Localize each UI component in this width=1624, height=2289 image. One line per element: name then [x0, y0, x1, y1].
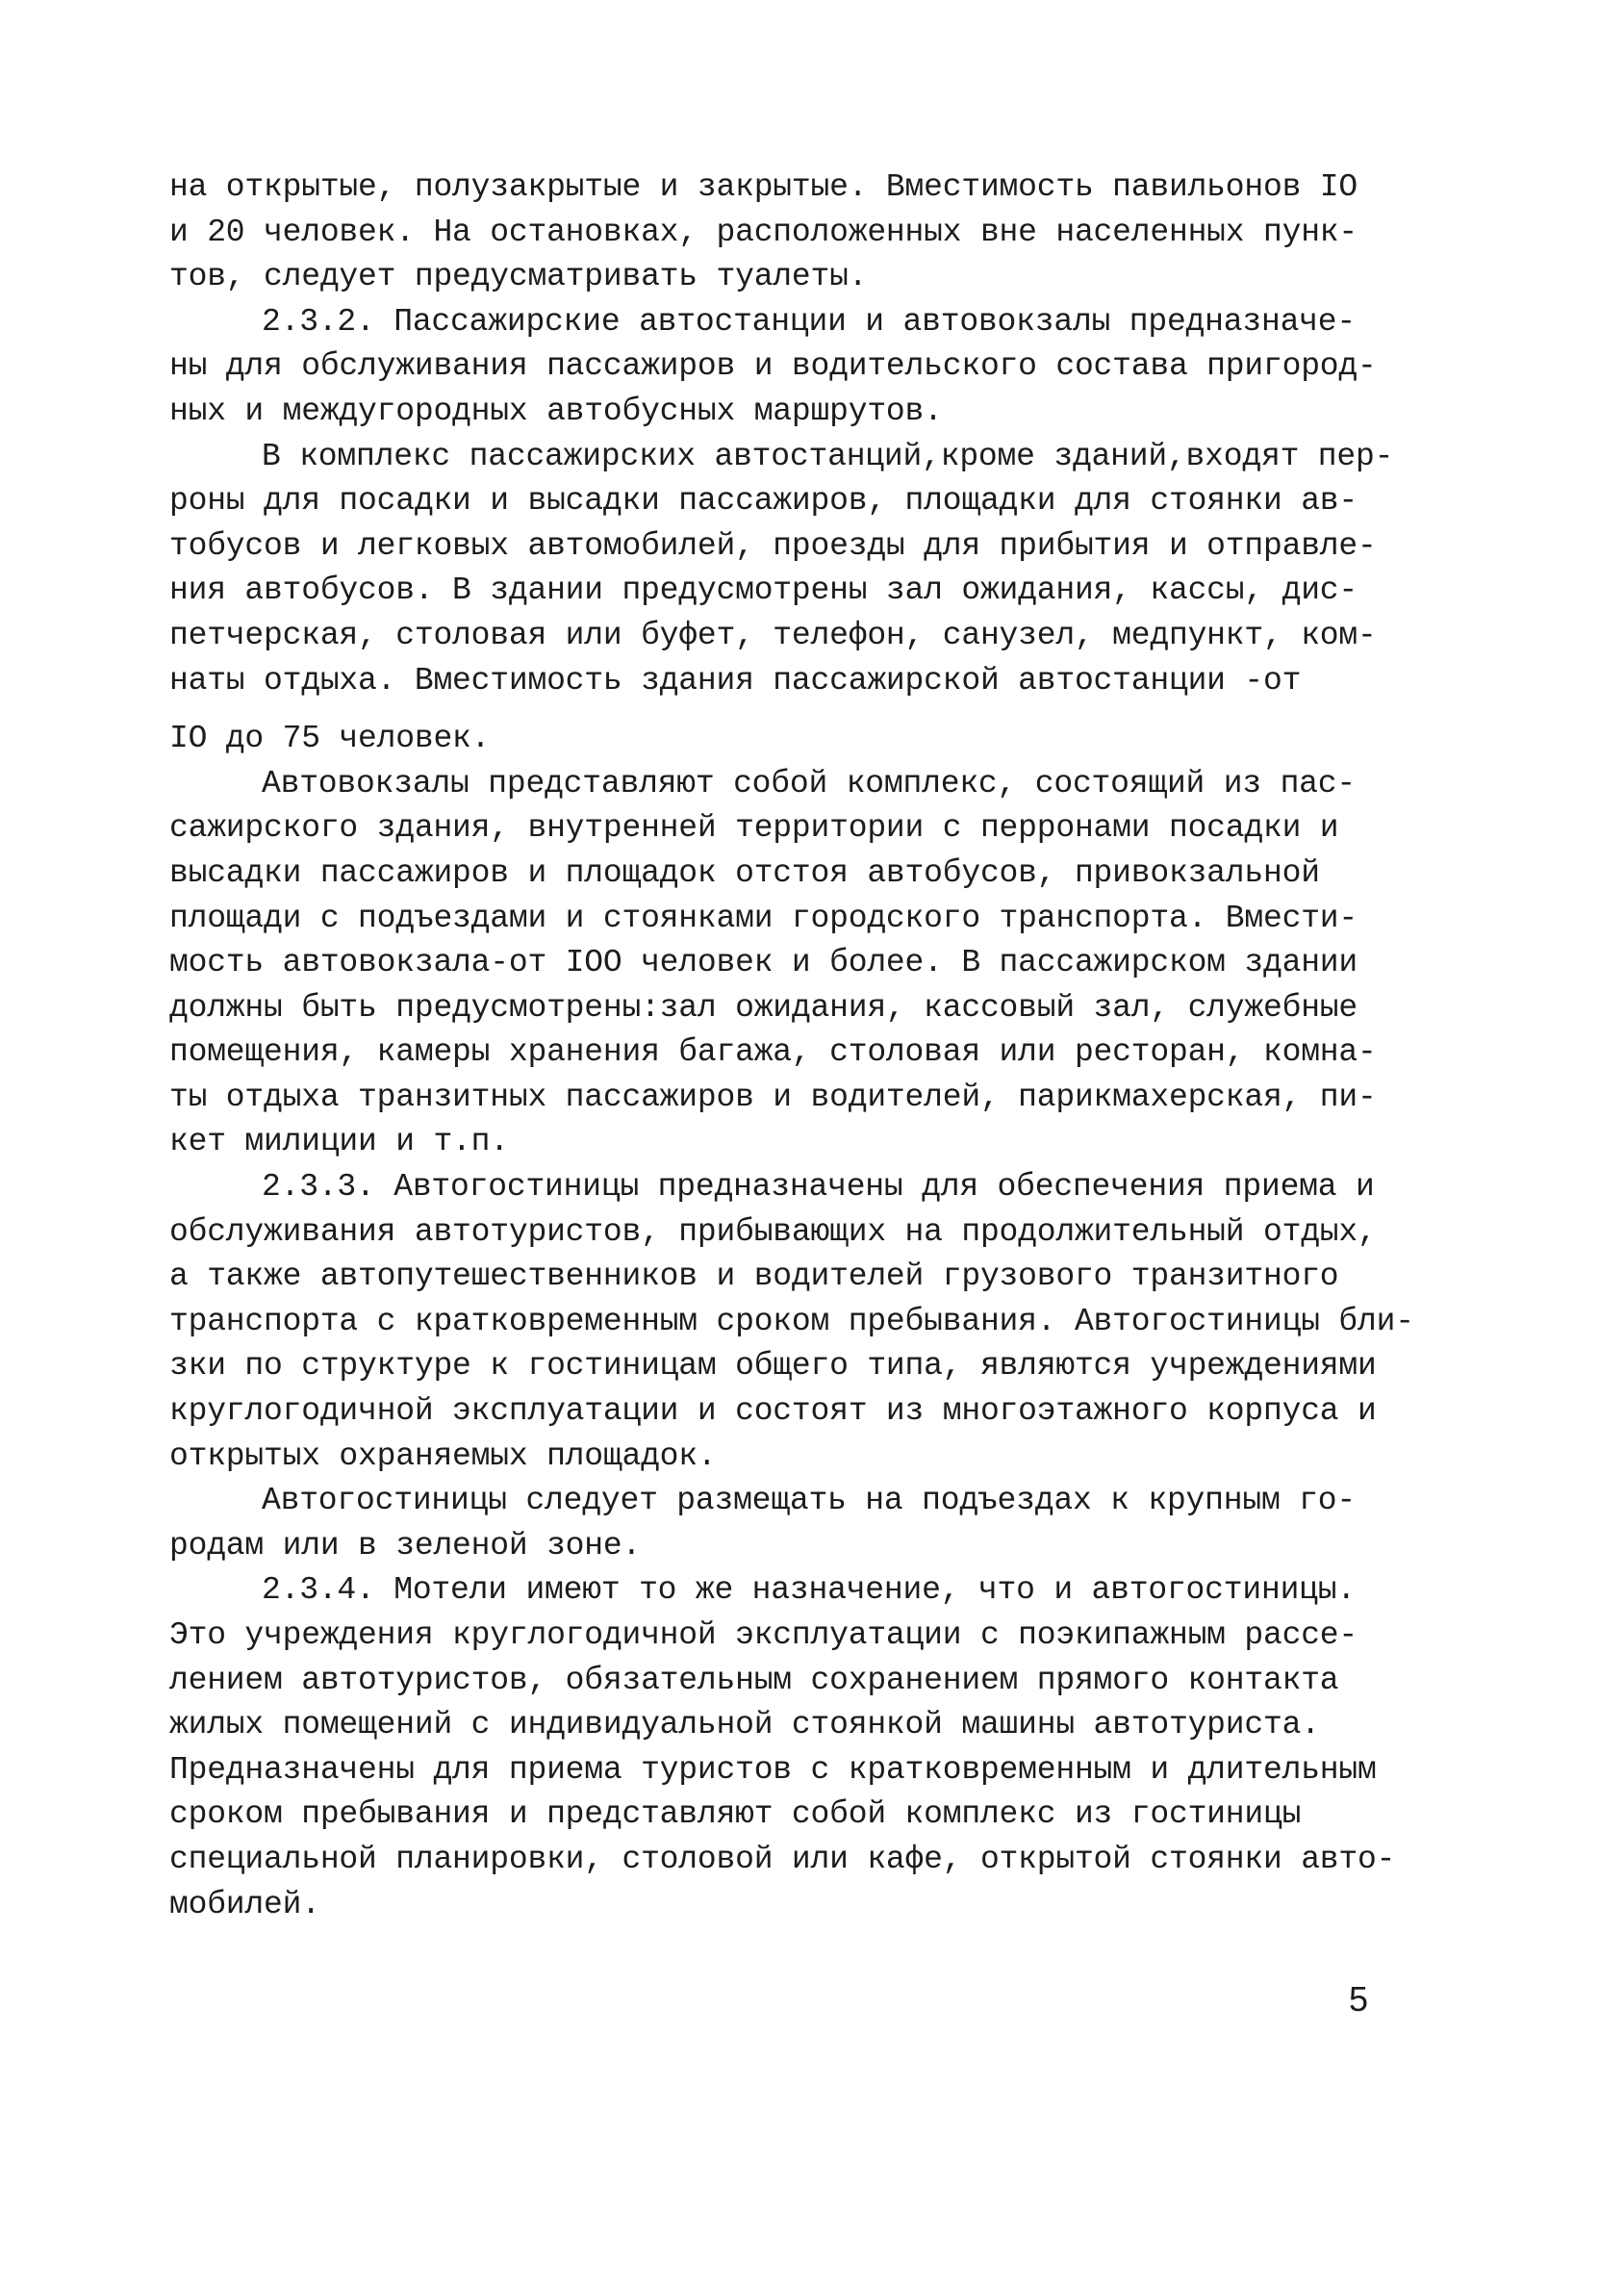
paragraph-first-line: В комплекс пассажирских автостанций,кроме зданий,входят пер-: [262, 438, 1394, 474]
text-line: открытых охраняемых площадок.: [169, 1437, 717, 1474]
text-line: тобусов и легковых автомобилей, проезды для прибытия и отправле-: [169, 527, 1377, 564]
text-line: а также автопутешественников и водителей грузового транзитного: [169, 1259, 1339, 1295]
text-line: высадки пассажиров и площадок отстоя автобусов, привокзальной: [169, 854, 1320, 891]
text-line: жилых помещений с индивидуальной стоянкой машины автотуриста.: [169, 1707, 1320, 1743]
text-line: ты отдыха транзитных пассажиров и водителей, парикмахерская, пи-: [169, 1079, 1377, 1115]
text-line: площади с подъездами и стоянками городского транспорта. Вмести-: [169, 900, 1358, 936]
page-number: 5: [1349, 1979, 1369, 2019]
text-line: Это учреждения круглогодичной эксплуатации с поэкипажным рассе-: [169, 1617, 1358, 1653]
text-line: на открытые, полузакрытые и закрытые. Вместимость павильонов IO: [169, 169, 1358, 205]
text-line: ны для обслуживания пассажиров и водительского состава пригород-: [169, 348, 1377, 385]
text-line: петчерская, столовая или буфет, телефон, санузел, медпункт, ком-: [169, 617, 1377, 653]
text-line: обслуживания автотуристов, прибывающих на продолжительный отдых,: [169, 1213, 1377, 1250]
text-line: ния автобусов. В здании предусмотрены зал ожидания, кассы, дис-: [169, 572, 1358, 609]
text-line: мость автовокзала-от IOO человек и более. В пассажирском здании: [169, 945, 1358, 981]
text-line: Предназначены для приема туристов с кратковременным и длительным: [169, 1751, 1377, 1788]
text-line: роны для посадки и высадки пассажиров, площадки для стоянки ав-: [169, 483, 1358, 520]
text-line: сроком пребывания и представляют собой комплекс из гостиницы: [169, 1796, 1302, 1833]
paragraph-first-line: Автовокзалы представляют собой комплекс, состоящий из пас-: [262, 765, 1356, 801]
text-line: сажирского здания, внутренней территории с перронами посадки и: [169, 810, 1339, 847]
paragraph-first-line: 2.3.2. Пассажирские автостанции и автовокзалы предназначе-: [262, 303, 1356, 340]
paragraph-first-line: Автогостиницы следует размещать на подъездах к крупным го-: [262, 1483, 1356, 1519]
text-line: помещения, камеры хранения багажа, столовая или ресторан, комна-: [169, 1034, 1377, 1071]
text-line: тов, следует предусматривать туалеты.: [169, 259, 868, 295]
paragraph-first-line: 2.3.4. Мотели имеют то же назначение, что и автогостиницы.: [262, 1572, 1356, 1609]
text-line: и 20 человек. На остановках, расположенных вне населенных пунк-: [169, 214, 1358, 250]
text-line: ных и междугородных автобусных маршрутов.: [169, 393, 943, 429]
text-line: лением автотуристов, обязательным сохранением прямого контакта: [169, 1662, 1339, 1698]
body-text: [169, 165, 1414, 1927]
text-line: специальной планировки, столовой или кафе, открытой стоянки авто-: [169, 1841, 1396, 1877]
text-line: транспорта с кратковременным сроком пребывания. Автогостиницы бли-: [169, 1303, 1414, 1339]
text-line: IO до 75 человек.: [169, 721, 491, 757]
text-line: должны быть предусмотрены:зал ожидания, кассовый зал, служебные: [169, 989, 1358, 1026]
text-line: мобилей.: [169, 1886, 320, 1922]
text-line: кет милиции и т.п.: [169, 1124, 509, 1160]
text-line: зки по структуре к гостиницам общего типа, являются учреждениями: [169, 1348, 1377, 1385]
text-line: родам или в зеленой зоне.: [169, 1527, 642, 1564]
paragraph-first-line: 2.3.3. Автогостиницы предназначены для обеспечения приема и: [262, 1169, 1375, 1206]
text-line: круглогодичной эксплуатации и состоят из многоэтажного корпуса и: [169, 1393, 1377, 1430]
text-line: наты отдыха. Вместимость здания пассажирской автостанции -от: [169, 662, 1302, 699]
